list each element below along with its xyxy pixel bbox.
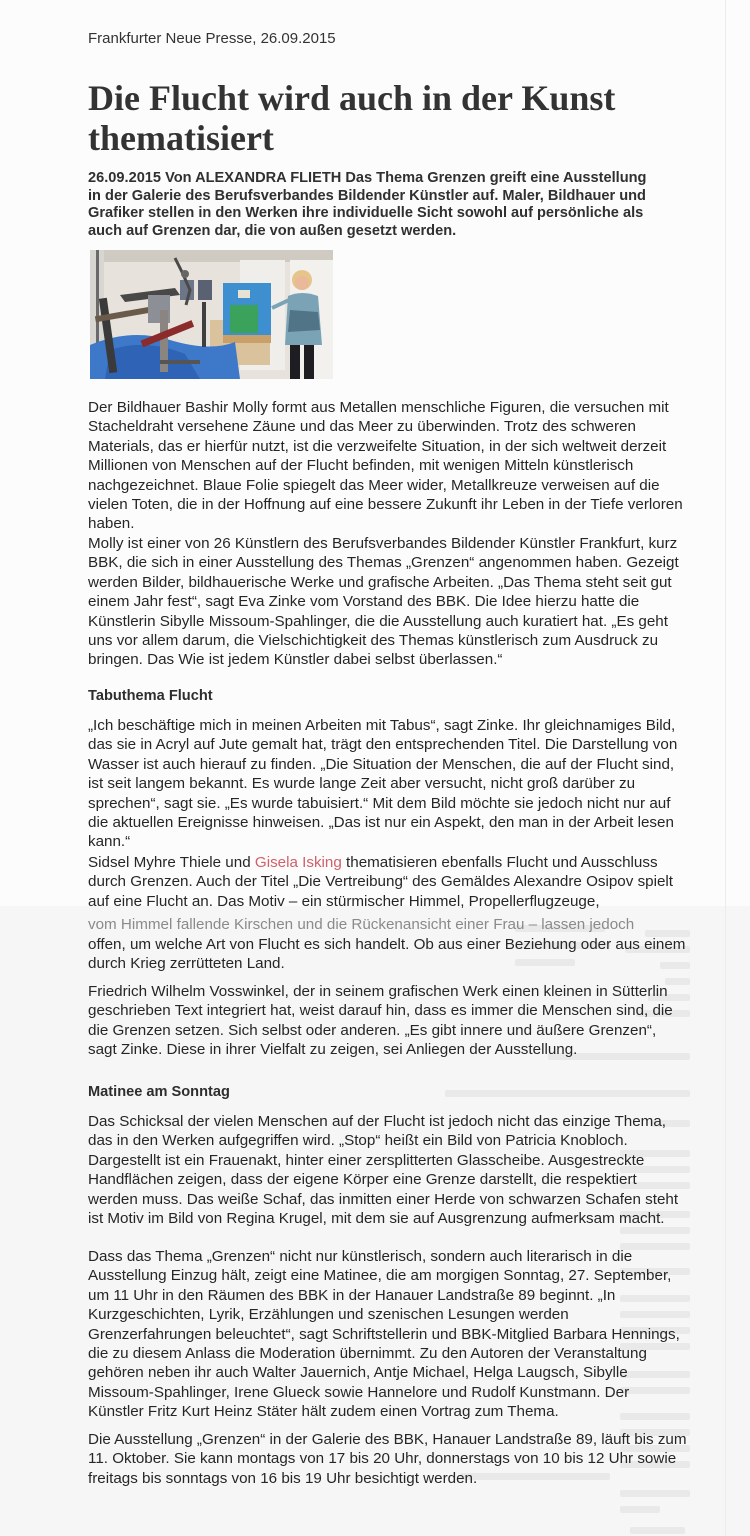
article-photo [90, 250, 333, 379]
lead-paragraph: 26.09.2015 Von ALEXANDRA FLIETH Das Thema Grenzen greift eine Ausstellung in der Galerie des Berufsverbandes Bildender Künstler auf. Maler, Bildhauer und Grafiker stellen in den Werken ihre individuelle Sicht sowohl auf persönliche als auch auf Grenzen dar, die von außen gesetzt werden. [88, 170, 647, 239]
paragraph-8: Die Ausstellung „Grenzen“ in der Galerie des BBK, Hanauer Landstraße 89, läuft bis zum 11. Oktober. Sie kann montags von 17 bis 20 Uhr, donnerstags von 10 bis 12 Uhr sowie freitags bis sonntags von 16 bis 19 Uhr besichtigt werden. [88, 1431, 687, 1487]
paragraph-7: Dass das Thema „Grenzen“ nicht nur künstlerisch, sondern auch literarisch in die Ausstellung Einzug hält, zeigt eine Matinee, die am morgigen Sonntag, 27. September, um 11 Uhr in den Räumen des BBK in der Hanauer Landstraße 89 beginnt. „In Kurzgeschichten, Lyrik, Erzählungen und szenischen Lesungen werden Grenzerfahrungen beleuchtet“, sagt Schriftstellerin und BBK-Mitglied Barbara Hennings, die zu diesem Anlass die Moderation übernimmt. Zu den Autoren der Veranstaltung gehören neben ihr auch Walter Jauernich, Antje Michael, Helga Laugsch, Sibylle Missoum-Spahlinger, Irene Glueck sowie Hannelore und Rudolf Kunstmann. Der Künstler Fritz Kurt Heinz Stäter hält zudem einen Vortrag zum Thema. [88, 1248, 680, 1421]
paragraph-5: Friedrich Wilhelm Vosswinkel, der in seinem grafischen Werk einen kleinen in Sütterlin geschrieben Text integriert hat, weist darauf hin, dass es immer die Menschen sind, die die Grenzen setzen. Sich selbst oder anderen. „Es gibt innere und äußere Grenzen“, sagt Zinke. Diese in ihrer Vielfalt zu zeigen, sei Anliegen der Ausstellung. [88, 983, 673, 1059]
paragraph-1: Der Bildhauer Bashir Molly formt aus Metallen menschliche Figuren, die versuchen mit Stacheldraht versehene Zäune und das Meer zu überwinden. Trotz des schweren Materials, das er hierfür nutzt, ist die verzweifelte Situation, in der sich weltweit derzeit Millionen von Menschen auf der Flucht befinden, mit wenigen Mitteln künstlerisch nachgezeichnet. Blaue Folie spiegelt das Meer wider, Metallkreuze verweisen auf die vielen Toten, die in der Hoffnung auf eine bessere Zukunft ihr Leben in der Tiefe verloren haben. [88, 399, 683, 533]
scan-page-edge [725, 0, 726, 1536]
paragraph-4-text-d: offen, um welche Art von Flucht es sich handelt. Ob aus einer Beziehung oder aus einem durch Krieg zerrütteten Land. [88, 935, 686, 973]
headline: Die Flucht wird auch in der Kunst thematisiert [88, 78, 616, 158]
paragraph-2: Molly ist einer von 26 Künstlern des Berufsverbandes Bildender Künstler Frankfurt, kurz BBK, die sich in einer Ausstellung des Themas „Grenzen“ angenommen haben. Gezeigt werden Bilder, bildhauerische Werke und grafische Arbeiten. „Das Thema steht seit gut einem Jahr fest“, sagt Eva Zinke vom Vorstand des BBK. Die Idee hierzu hatte die Künstlerin Sibylle Missoum-Spahlinger, die die Ausstellung auch kuratiert hat. „Es geht uns vor allem darum, die Vielschichtigkeit des Themas künstlerisch zum Ausdruck zu bringen. Das Wie ist jedem Künstler dabei selbst überlassen.“ [88, 535, 679, 669]
subheading-matinee: Matinee am Sonntag [88, 1084, 230, 1100]
paragraph-6: Das Schicksal der vielen Menschen auf der Flucht ist jedoch nicht das einzige Thema, das in den Werken aufgegriffen wird. „Stop“ heißt ein Bild von Patricia Knobloch. Dargestellt ist ein Frauenakt, hinter einer zersplitterten Glasscheibe. Ausgestreckte Handflächen zeigen, dass der eigene Körper eine Grenze darstellt, die respektiert werden muss. Das weiße Schaf, das inmitten einer Herde von schwarzen Schafen steht ist Motiv im Bild von Regina Krugel, mit dem sie auf Ausgrenzung aufmerksam macht. [88, 1113, 679, 1228]
paragraph-3: „Ich beschäftige mich in meinen Arbeiten mit Tabus“, sagt Zinke. Ihr gleichnamiges Bild, das sie in Acryl auf Jute gemalt hat, trägt den entsprechenden Titel. Die Darstellung von Wasser ist auch hierauf zu finden. „Die Situation der Menschen, die auf der Flucht sind, ist seit langem bekannt. Es wurde lange Zeit aber versucht, nicht groß darüber zu sprechen“, sagt sie. „Es wurde tabuisiert.“ Mit dem Bild möchte sie jedoch nicht nur auf die aktuellen Ereignisse hinweisen. „Das ist nur ein Aspekt, den man in der Arbeit lesen kann.“ [88, 717, 678, 851]
source-line: Frankfurter Neue Presse, 26.09.2015 [88, 30, 336, 47]
article-photo-icon [90, 250, 333, 379]
paragraph-4-text-b: thematisieren ebenfalls Flucht und Ausschluss durch Grenzen. Auch der Titel „Die Vertreibung“ des Gemäldes Alexandre Osipov spielt auf eine Flucht an. Das Motiv – ein stürmischer Himmel, Propellerflugzeuge, [88, 854, 674, 910]
paragraph-4-text-c: vom Himmel fallende Kirschen und die Rückenansicht einer Frau – lassen jedoch [88, 916, 635, 934]
artist-link-gisela-isking[interactable]: Gisela Isking [254, 854, 342, 871]
paragraph-4 [88, 853, 688, 973]
subheading-tabuthema: Tabuthema Flucht [88, 688, 213, 704]
paragraph-4-text-a: Sidsel Myhre Thiele und [88, 854, 255, 871]
